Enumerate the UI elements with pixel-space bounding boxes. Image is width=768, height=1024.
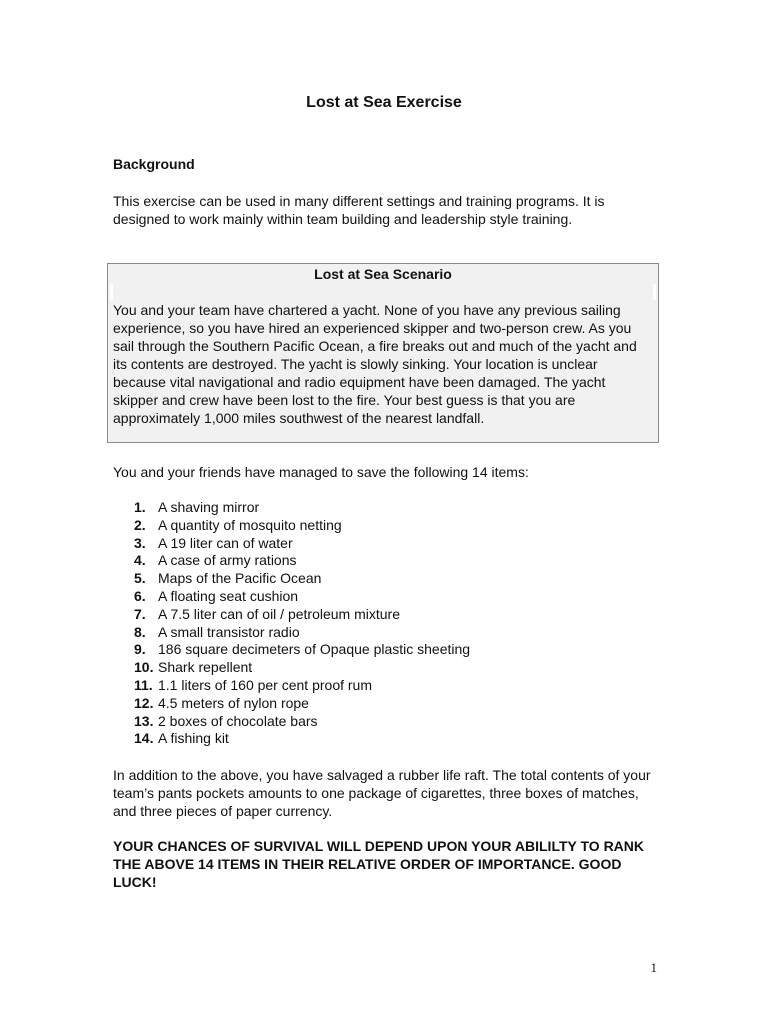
list-item [134, 641, 470, 659]
scenario-box [107, 263, 659, 443]
list-item [134, 606, 470, 624]
item-text: A floating seat cushion [158, 587, 299, 604]
item-text: 2 boxes of chocolate bars [158, 712, 318, 729]
list-item [134, 695, 470, 713]
item-text: Maps of the Pacific Ocean [158, 570, 322, 587]
item-number: 14. [134, 730, 154, 747]
item-number: 10. [134, 659, 154, 676]
list-item [134, 588, 470, 606]
item-text: 1.1 liters of 160 per cent proof rum [158, 676, 372, 693]
item-number: 8. [134, 623, 146, 640]
list-item [134, 730, 470, 748]
list-item [134, 535, 470, 553]
box-right-mark [653, 284, 656, 300]
item-number: 6. [134, 587, 146, 604]
scenario-title: Lost at Sea Scenario [314, 266, 452, 282]
item-number: 3. [134, 534, 146, 551]
page-number: 1 [650, 960, 657, 975]
item-text: A 19 liter can of water [158, 534, 293, 551]
list-item [134, 677, 470, 695]
item-number: 1. [134, 499, 146, 515]
item-number: 12. [134, 694, 154, 711]
item-number: 4. [134, 552, 146, 569]
list-item [134, 499, 470, 517]
item-text: A fishing kit [158, 730, 229, 747]
list-item [134, 713, 470, 731]
item-text: A small transistor radio [158, 623, 300, 640]
document-title: Lost at Sea Exercise [306, 94, 462, 111]
item-text: 4.5 meters of nylon rope [158, 694, 309, 711]
list-item [134, 570, 470, 588]
item-number: 11. [134, 676, 153, 693]
item-number: 9. [134, 641, 146, 658]
list-item [134, 659, 470, 677]
item-text: A quantity of mosquito netting [158, 516, 342, 533]
survival-warning: YOUR CHANCES OF SURVIVAL WILL DEPEND UPON YOUR ABILILTY TO RANK THE ABOVE 14 ITEMS IN THEIR RELATIVE ORDER OF IMPORTANCE. GOOD LUCK! [113, 838, 645, 890]
scenario-text: You and your team have chartered a yacht. None of you have any previous sailing experience, so you have hired an experienced skipper and two-person crew. As you sail through the Southern Pacific Ocean, a fire breaks out and much of the yacht and its contents are destroyed. The yacht is slowly sinking. Your location is unclear because vital navigational and radio equipment have been damaged. The yacht skipper and crew have been lost to the fire. Your best guess is that you are approximately 1,000 miles southwest of the nearest landfall. [113, 302, 637, 426]
box-left-mark [110, 284, 113, 300]
item-number: 13. [134, 712, 154, 729]
item-text: A shaving mirror [158, 499, 260, 515]
item-number: 7. [134, 605, 146, 622]
item-text: A case of army rations [158, 552, 297, 569]
background-paragraph: This exercise can be used in many different settings and training programs. It is designed to work mainly within team building and leadership style training. [113, 193, 605, 227]
item-text: 186 square decimeters of Opaque plastic sheeting [158, 641, 471, 658]
list-item [134, 552, 470, 570]
item-number: 5. [134, 570, 146, 587]
item-text: Shark repellent [158, 659, 253, 676]
background-heading: Background [113, 156, 195, 172]
list-item [134, 624, 470, 642]
item-number: 2. [134, 516, 146, 533]
list-item [134, 517, 470, 535]
item-text: A 7.5 liter can of oil / petroleum mixture [158, 605, 400, 622]
items-intro: You and your friends have managed to save the following 14 items: [113, 464, 529, 480]
items-list [134, 499, 470, 748]
addendum-paragraph: In addition to the above, you have salvaged a rubber life raft. The total contents of your team’s pants pockets amounts to one package of cigarettes, three boxes of matches, and three pieces of paper currency. [113, 767, 651, 819]
